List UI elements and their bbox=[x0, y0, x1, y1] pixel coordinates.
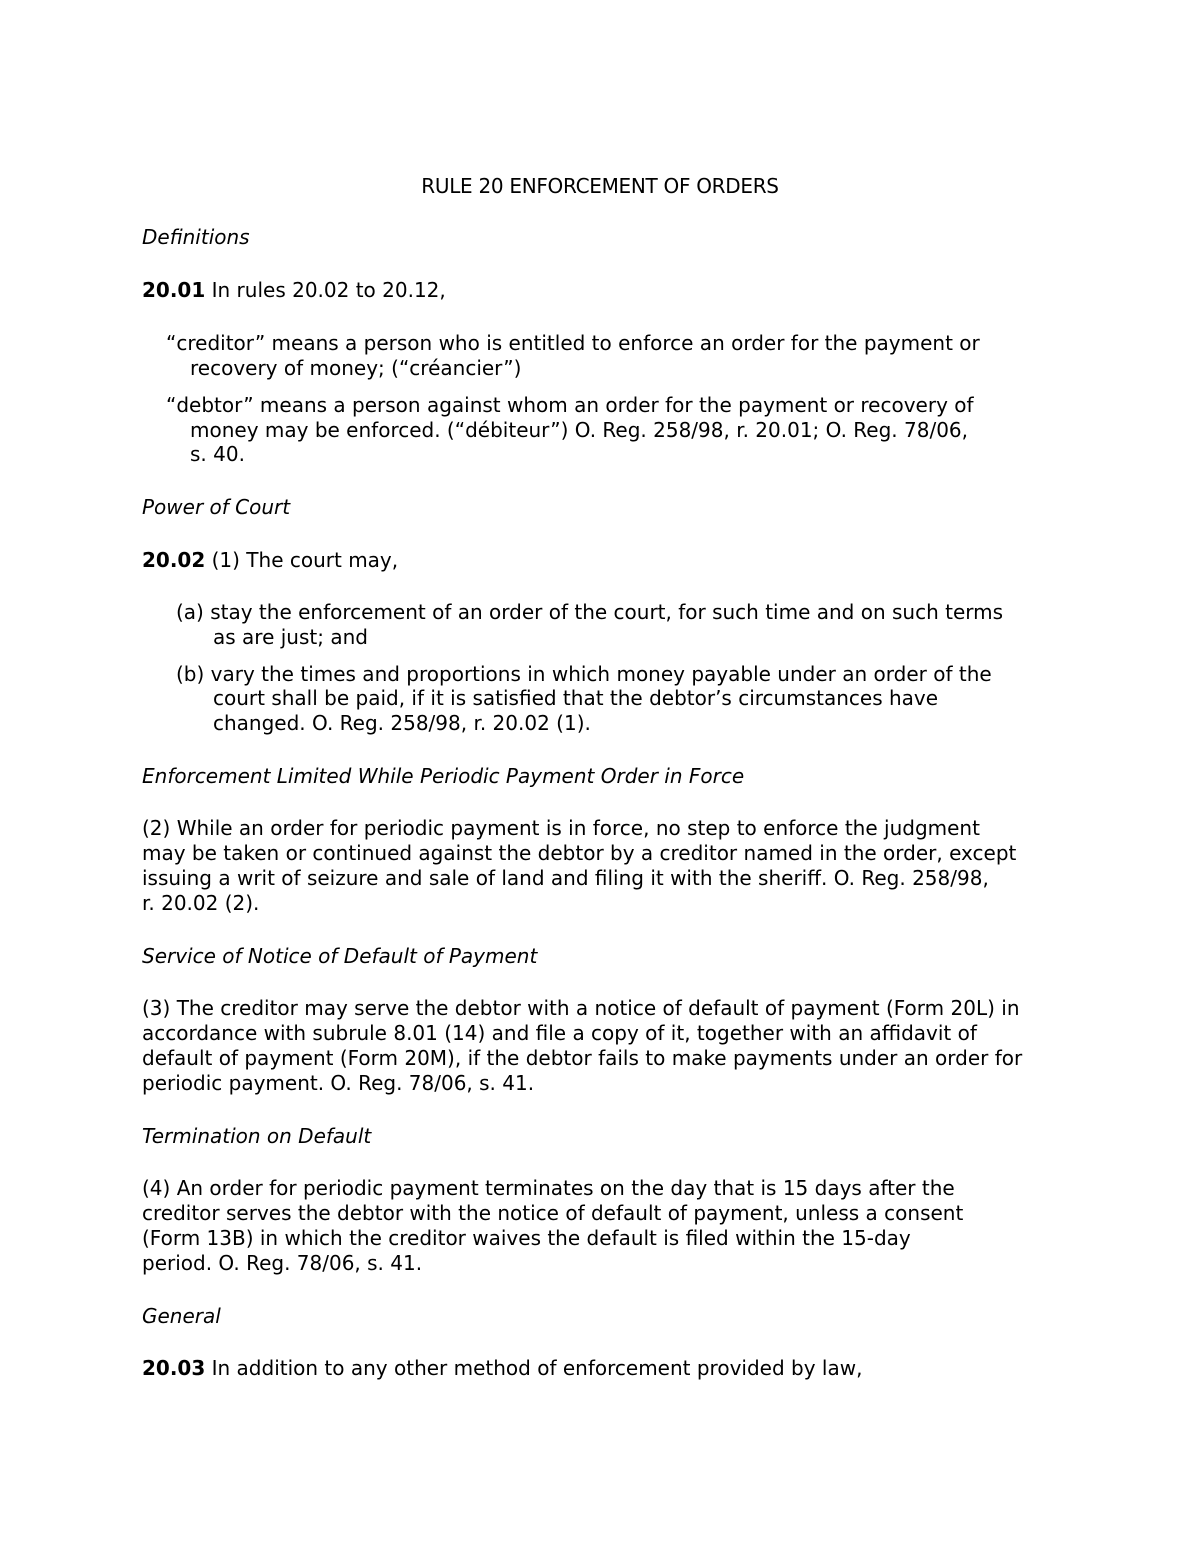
subrule-3-line: (3) The creditor may serve the debtor with a notice of default of payment (Form 20L) in bbox=[142, 996, 1020, 1020]
clause-a-line: as are just; and bbox=[213, 625, 368, 649]
rule-text: In rules 20.02 to 20.12, bbox=[205, 278, 446, 302]
heading-definitions: Definitions bbox=[142, 225, 250, 249]
subrule-3-line: periodic payment. O. Reg. 78/06, s. 41. bbox=[142, 1071, 535, 1095]
page-title: RULE 20 ENFORCEMENT OF ORDERS bbox=[421, 174, 779, 198]
rule-20-03 bbox=[142, 1356, 862, 1381]
rule-text: In addition to any other method of enforcement provided by law, bbox=[205, 1356, 863, 1380]
rule-number: 20.03 bbox=[142, 1356, 206, 1380]
clause-b-line: (b) vary the times and proportions in which money payable under an order of the bbox=[176, 662, 992, 686]
rule-number: 20.02 bbox=[142, 548, 206, 572]
rule-text: (1) The court may, bbox=[205, 548, 399, 572]
definition-debtor-line: “debtor” means a person against whom an order for the payment or recovery of bbox=[166, 393, 974, 417]
subrule-4-line: (Form 13B) in which the creditor waives the default is filed within the 15-day bbox=[142, 1226, 911, 1250]
subrule-4-line: period. O. Reg. 78/06, s. 41. bbox=[142, 1251, 423, 1275]
definition-debtor-line: s. 40. bbox=[190, 442, 245, 466]
clause-b-line: changed. O. Reg. 258/98, r. 20.02 (1). bbox=[213, 711, 591, 735]
subrule-2-line: (2) While an order for periodic payment is in force, no step to enforce the judgment bbox=[142, 816, 980, 840]
clause-a-line: (a) stay the enforcement of an order of the court, for such time and on such terms bbox=[176, 600, 1004, 624]
subrule-4-line: creditor serves the debtor with the notice of default of payment, unless a consent bbox=[142, 1201, 964, 1225]
clause-b-line: court shall be paid, if it is satisfied that the debtor’s circumstances have bbox=[213, 686, 939, 710]
definition-creditor-line: “creditor” means a person who is entitled to enforce an order for the payment or bbox=[166, 331, 980, 355]
heading-service-of-notice: Service of Notice of Default of Payment bbox=[142, 944, 538, 968]
heading-enforcement-limited: Enforcement Limited While Periodic Payment Order in Force bbox=[142, 764, 745, 788]
subrule-2-line: issuing a writ of seizure and sale of land and filing it with the sheriff. O. Reg. 258/98, bbox=[142, 866, 989, 890]
definition-debtor-line: money may be enforced. (“débiteur”) O. Reg. 258/98, r. 20.01; O. Reg. 78/06, bbox=[190, 418, 968, 442]
definition-creditor-line: recovery of money; (“créancier”) bbox=[190, 356, 522, 380]
rule-number: 20.01 bbox=[142, 278, 206, 302]
subrule-2-line: r. 20.02 (2). bbox=[142, 891, 260, 915]
heading-power-of-court: Power of Court bbox=[142, 495, 291, 519]
heading-termination-on-default: Termination on Default bbox=[142, 1124, 372, 1148]
subrule-2-line: may be taken or continued against the debtor by a creditor named in the order, except bbox=[142, 841, 1017, 865]
rule-20-02 bbox=[142, 548, 398, 573]
rule-20-01 bbox=[142, 278, 446, 303]
heading-general: General bbox=[142, 1304, 221, 1328]
subrule-4-line: (4) An order for periodic payment terminates on the day that is 15 days after the bbox=[142, 1176, 955, 1200]
subrule-3-line: accordance with subrule 8.01 (14) and file a copy of it, together with an affidavit of bbox=[142, 1021, 977, 1045]
subrule-3-line: default of payment (Form 20M), if the debtor fails to make payments under an order for bbox=[142, 1046, 1023, 1070]
